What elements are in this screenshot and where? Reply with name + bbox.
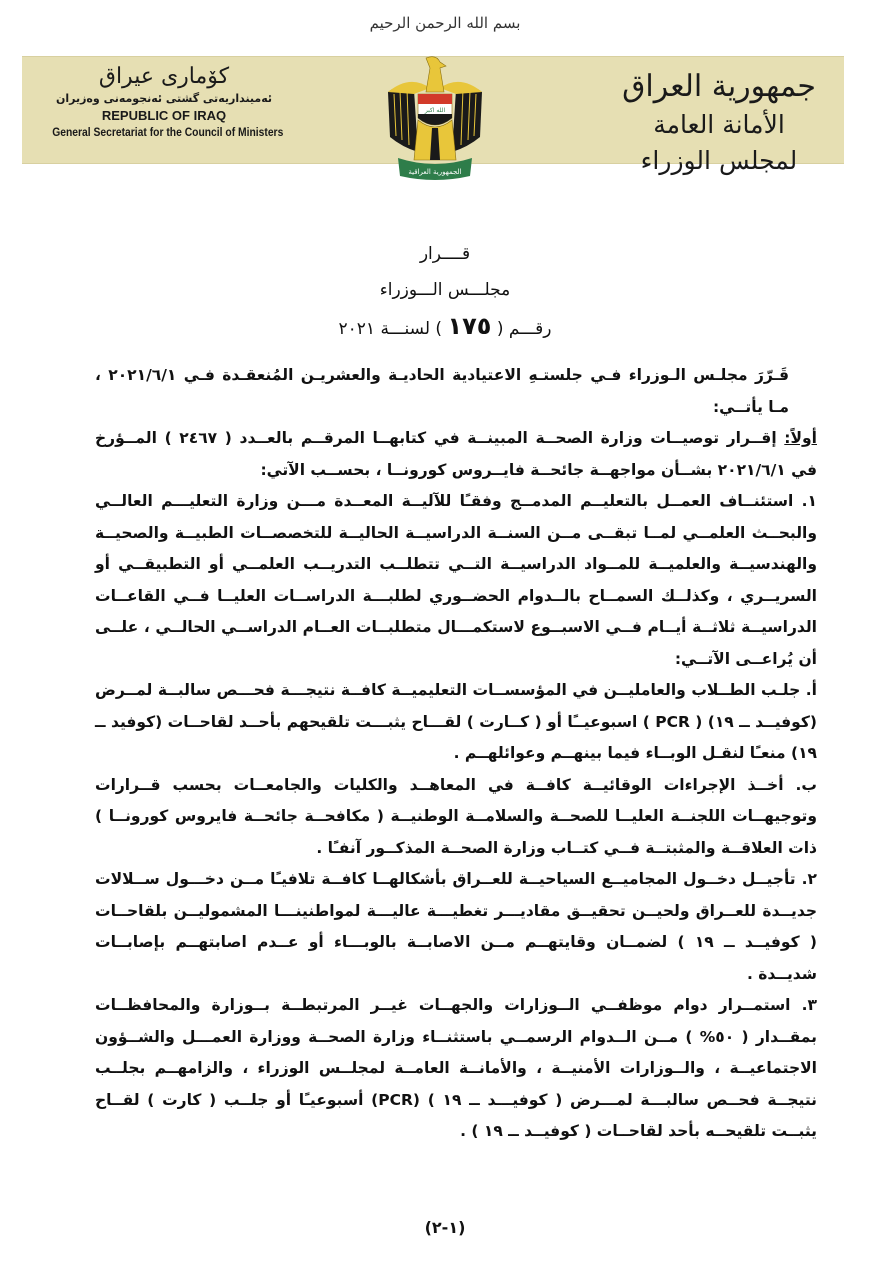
kurdish-subtitle: ئەمینداریەتی گشتی ئەنجومەنی وەزیران bbox=[55, 92, 273, 105]
intro-paragraph: قَـرّرَ مجلـس الـوزراء فـي جلستـهِ الاعتيادية الحاديـة والعشريـن المُنعقـدة فـي ٢٠٢١/٦/١ ، مـا يأتــي: bbox=[95, 366, 789, 416]
page-number: (١-٢) bbox=[424, 1218, 466, 1237]
first-text: إقــرار توصيــات وزارة الصحــة المبينــة في كتابهــا المرقــم بالعــدد ( ٢٤٦٧ ) المــؤرخ في ٢٠٢١/٦/١ بشــأن مواجهــة جائحــة فايــروس كورونــا ، بحســب الآتي: bbox=[95, 429, 817, 479]
arabic-subtitle: الأمانة العامة لمجلس الوزراء bbox=[640, 110, 798, 175]
decision-number-line: رقـــم ( ١٧٥ ) لسنـــة ٢٠٢١ bbox=[338, 312, 552, 340]
item-1-sub-b: ب. أخــذ الإجراءات الوقائيــة كافــة في المعاهــد والكليات والجامعــات بحسب قــرارات وتوجيهــات اللجنــة العليــا للصحــة والسلامــة الوطنيــة ( مكافحــة جائحــة فايروس كورونــا ) ذات العلاقــة والمثبتــة فــي كتــاب وزارة الصحــة المذكــور آنفـًا . bbox=[95, 775, 817, 857]
decision-body bbox=[95, 360, 817, 1148]
item-3: ٣. استمــرار دوام موظفــي الــوزارات والجهــات غيــر المرتبطــة بــوزارة والمحافظــات بمقــدار ( ٥٠% ) مــن الــدوام الرسمــي باستثنــاء وزارة الصحــة ووزارة العمـــل والشــؤون الاجتماعيــة ، والــوزارات الأمنيــة ، والأمانــة العامــة لمجلــس الوزراء ، والزامهــم بجلــب نتيجــة فحــص سالبـــة لمـــرض ( كوفيـــد ــ ١٩ ) (PCR) أسبوعيـًا أو جلــب ( كارت ) لقــاح يثبــت تلقيحــه بأحد لقاحــات ( كوفيــد ــ ١٩ ) . bbox=[95, 996, 818, 1140]
first-clause bbox=[95, 423, 817, 486]
council-name: مجلـــس الـــوزراء bbox=[379, 280, 511, 300]
iraq-emblem-icon bbox=[380, 52, 490, 182]
letterhead-left bbox=[34, 63, 294, 140]
item-2: ٢. تأجيــل دخــول المجاميــع السياحيــة للعــراق بأشكالهــا كافــة تلافيـًا مــن دخـــول ســلالات جديــدة للعــراق ولحيــن تحقيــق مقاديـــر تغطيـــة عاليـــة لمواطنينـــا المشموليــن بلقاحــات ( كوفيــد ــ ١٩ ) لضمــان وقايتهــم مــن الاصابــة بالوبـــاء أو عــدم اصابتهــم بإصابــات شديــدة . bbox=[95, 870, 817, 983]
basmala: بسم الله الرحمن الرحيم bbox=[369, 14, 521, 32]
item-1-sub-a: أ. جلـب الطــلاب والعامليــن في المؤسســات التعليميــة كافــة نتيجـــة فحـــص سالبــة لمــرض (كوفيــد ــ ١٩) ( PCR ) اسبوعيــًا أو ( كــارت ) لقـــاح يثبـــت تلقيحهم بأحــد لقاحــات (كوفيد ــ ١٩) منعـًا لنقـل الوبــاء فيما بينهــم وعوائلهــم . bbox=[95, 681, 817, 762]
item-1: ١. استئنــاف العمــل بالتعليــم المدمــج وفقـًا للآليــة المعــدة مـــن وزارة التعليـــم العالــي والبحــث العلمــي لمــا تبقــى مــن السنــة الدراسيــة الحاليــة للتخصصــات الطبيــة والصحيــة والهندسيــة والعلميــة للمــواد الدراسيــة التــي تتطلــب التدريــب العلمــي أو التطبيقــي أو السريــري ، وكذلــك السمــاح بالــدوام الحضــوري لطلبـــة الدراســات العليــا فــي القاعــات الدراسيــة ثلاثــة أيــام فــي الاسبــوع لاستكمـــال متطلبــات العــام الدراســي الحالــي ، علــى أن يُراعــى الآتــي: bbox=[95, 492, 817, 668]
english-title: REPUBLIC OF IRAQ bbox=[101, 108, 227, 123]
arabic-title: جمهورية العراق bbox=[622, 69, 816, 104]
decision-heading bbox=[0, 236, 890, 347]
svg-text:الجمهورية العراقية: الجمهورية العراقية bbox=[408, 168, 462, 176]
letterhead-right bbox=[614, 67, 824, 179]
decision-title: قــــرار bbox=[419, 244, 471, 264]
english-subtitle: General Secretariat for the Council of Ministers bbox=[52, 125, 284, 139]
svg-text:الله اكبر: الله اكبر bbox=[424, 107, 446, 114]
kurdish-title: كۆماری عیراق bbox=[98, 64, 230, 89]
decision-number: ١٧٥ bbox=[447, 312, 492, 340]
first-label: أولاً: bbox=[784, 429, 817, 447]
